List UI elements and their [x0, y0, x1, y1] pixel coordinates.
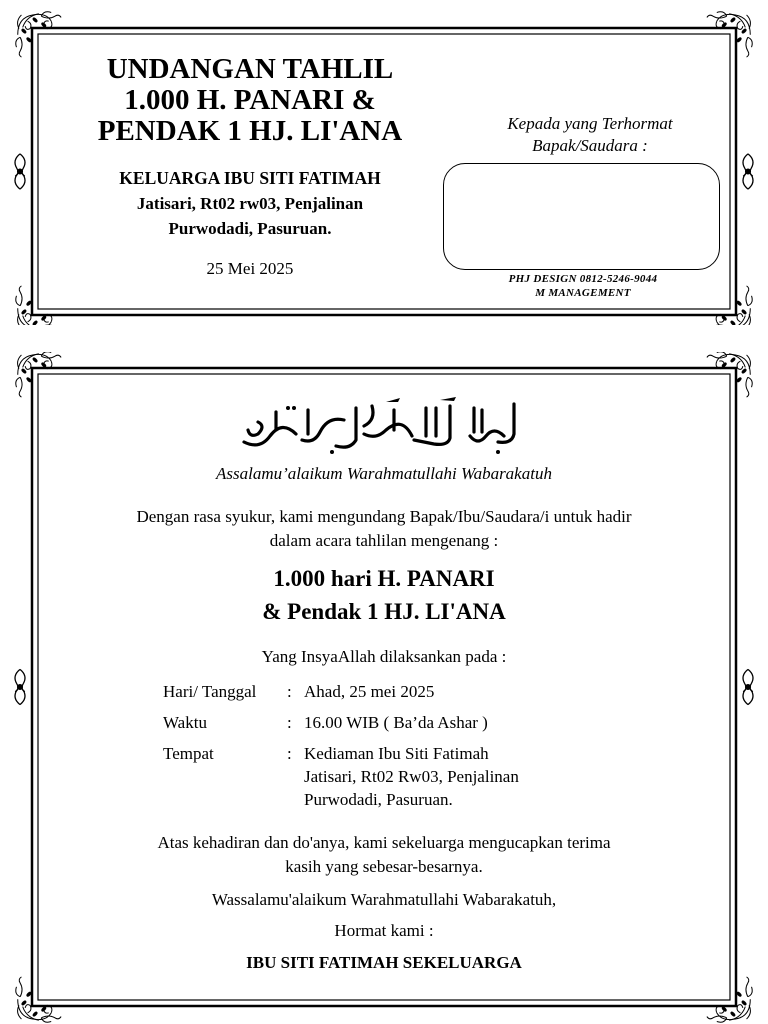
recipient-address-box — [443, 163, 720, 270]
detail-value: 16.00 WIB ( Ba’da Ashar ) — [304, 713, 488, 732]
thanks-message — [60, 831, 708, 879]
designer-line-1: PHJ DESIGN 0812-5246-9044 — [508, 273, 658, 285]
detail-colon: : — [287, 713, 292, 732]
thanks-line-1: Atas kehadiran dan do'anya, kami sekeluarga mengucapkan terima — [157, 833, 611, 852]
honoree-line-1: 1.000 hari H. PANARI — [273, 566, 495, 591]
title-line-3: PENDAK 1 HJ. LI'ANA — [97, 115, 403, 147]
side-ornament-right — [743, 669, 753, 704]
honoree-heading — [60, 562, 708, 628]
invitation-intro — [60, 505, 708, 553]
detail-row-date — [163, 680, 584, 703]
invitation-date: 25 Mei 2025 — [206, 259, 294, 278]
title-line-1: UNDANGAN TAHLIL — [106, 53, 394, 85]
detail-row-place — [163, 742, 584, 811]
host-name: KELUARGA IBU SITI FATIMAH — [119, 168, 381, 188]
host-block — [60, 166, 440, 241]
host-address-line-2: Purwodadi, Pasuruan. — [168, 219, 332, 238]
side-ornament-right — [743, 154, 753, 189]
recipient-salutation — [470, 113, 710, 157]
thanks-line-2: kasih yang sebesar-besarnya. — [285, 857, 483, 876]
detail-label: Hari/ Tanggal — [163, 682, 257, 701]
basmala-calligraphy — [236, 396, 532, 458]
designer-line-2: M MANAGEMENT — [535, 287, 631, 299]
side-ornament-left — [15, 154, 25, 189]
detail-label: Tempat — [163, 744, 214, 763]
detail-colon: : — [287, 744, 292, 763]
closing-greeting: Wassalamu'alaikum Warahmatullahi Wabarakatuh, — [211, 890, 557, 909]
detail-row-time — [163, 711, 584, 734]
host-address-line-1: Jatisari, Rt02 rw03, Penjalinan — [136, 194, 364, 213]
detail-colon: : — [287, 682, 292, 701]
opening-greeting: Assalamu’alaikum Warahmatullahi Wabarakatuh — [216, 464, 552, 483]
detail-value: Kediaman Ibu Siti Fatimah Jatisari, Rt02 Rw03, Penjalinan Purwodadi, Pasuruan. — [304, 744, 519, 809]
regards-text: Hormat kami : — [334, 921, 434, 940]
salutation-line-1: Kepada yang Terhormat — [507, 114, 673, 133]
honoree-line-2: & Pendak 1 HJ. LI'ANA — [262, 599, 506, 624]
schedule-intro: Yang InsyaAllah dilaksankan pada : — [261, 647, 507, 666]
intro-line-2: dalam acara tahlilan mengenang : — [269, 531, 499, 550]
signature: IBU SITI FATIMAH SEKELUARGA — [246, 953, 522, 972]
title-line-2: 1.000 H. PANARI & — [124, 84, 376, 116]
header-invitation-card — [0, 0, 768, 325]
designer-credit — [470, 272, 696, 300]
side-ornament-left — [15, 669, 25, 704]
invitation-title — [60, 54, 440, 147]
intro-line-1: Dengan rasa syukur, kami mengundang Bapak/Ibu/Saudara/i untuk hadir — [136, 507, 632, 526]
detail-label: Waktu — [163, 713, 207, 732]
detail-value: Ahad, 25 mei 2025 — [304, 682, 435, 701]
salutation-line-2: Bapak/Saudara : — [532, 136, 648, 155]
event-details — [163, 680, 584, 819]
